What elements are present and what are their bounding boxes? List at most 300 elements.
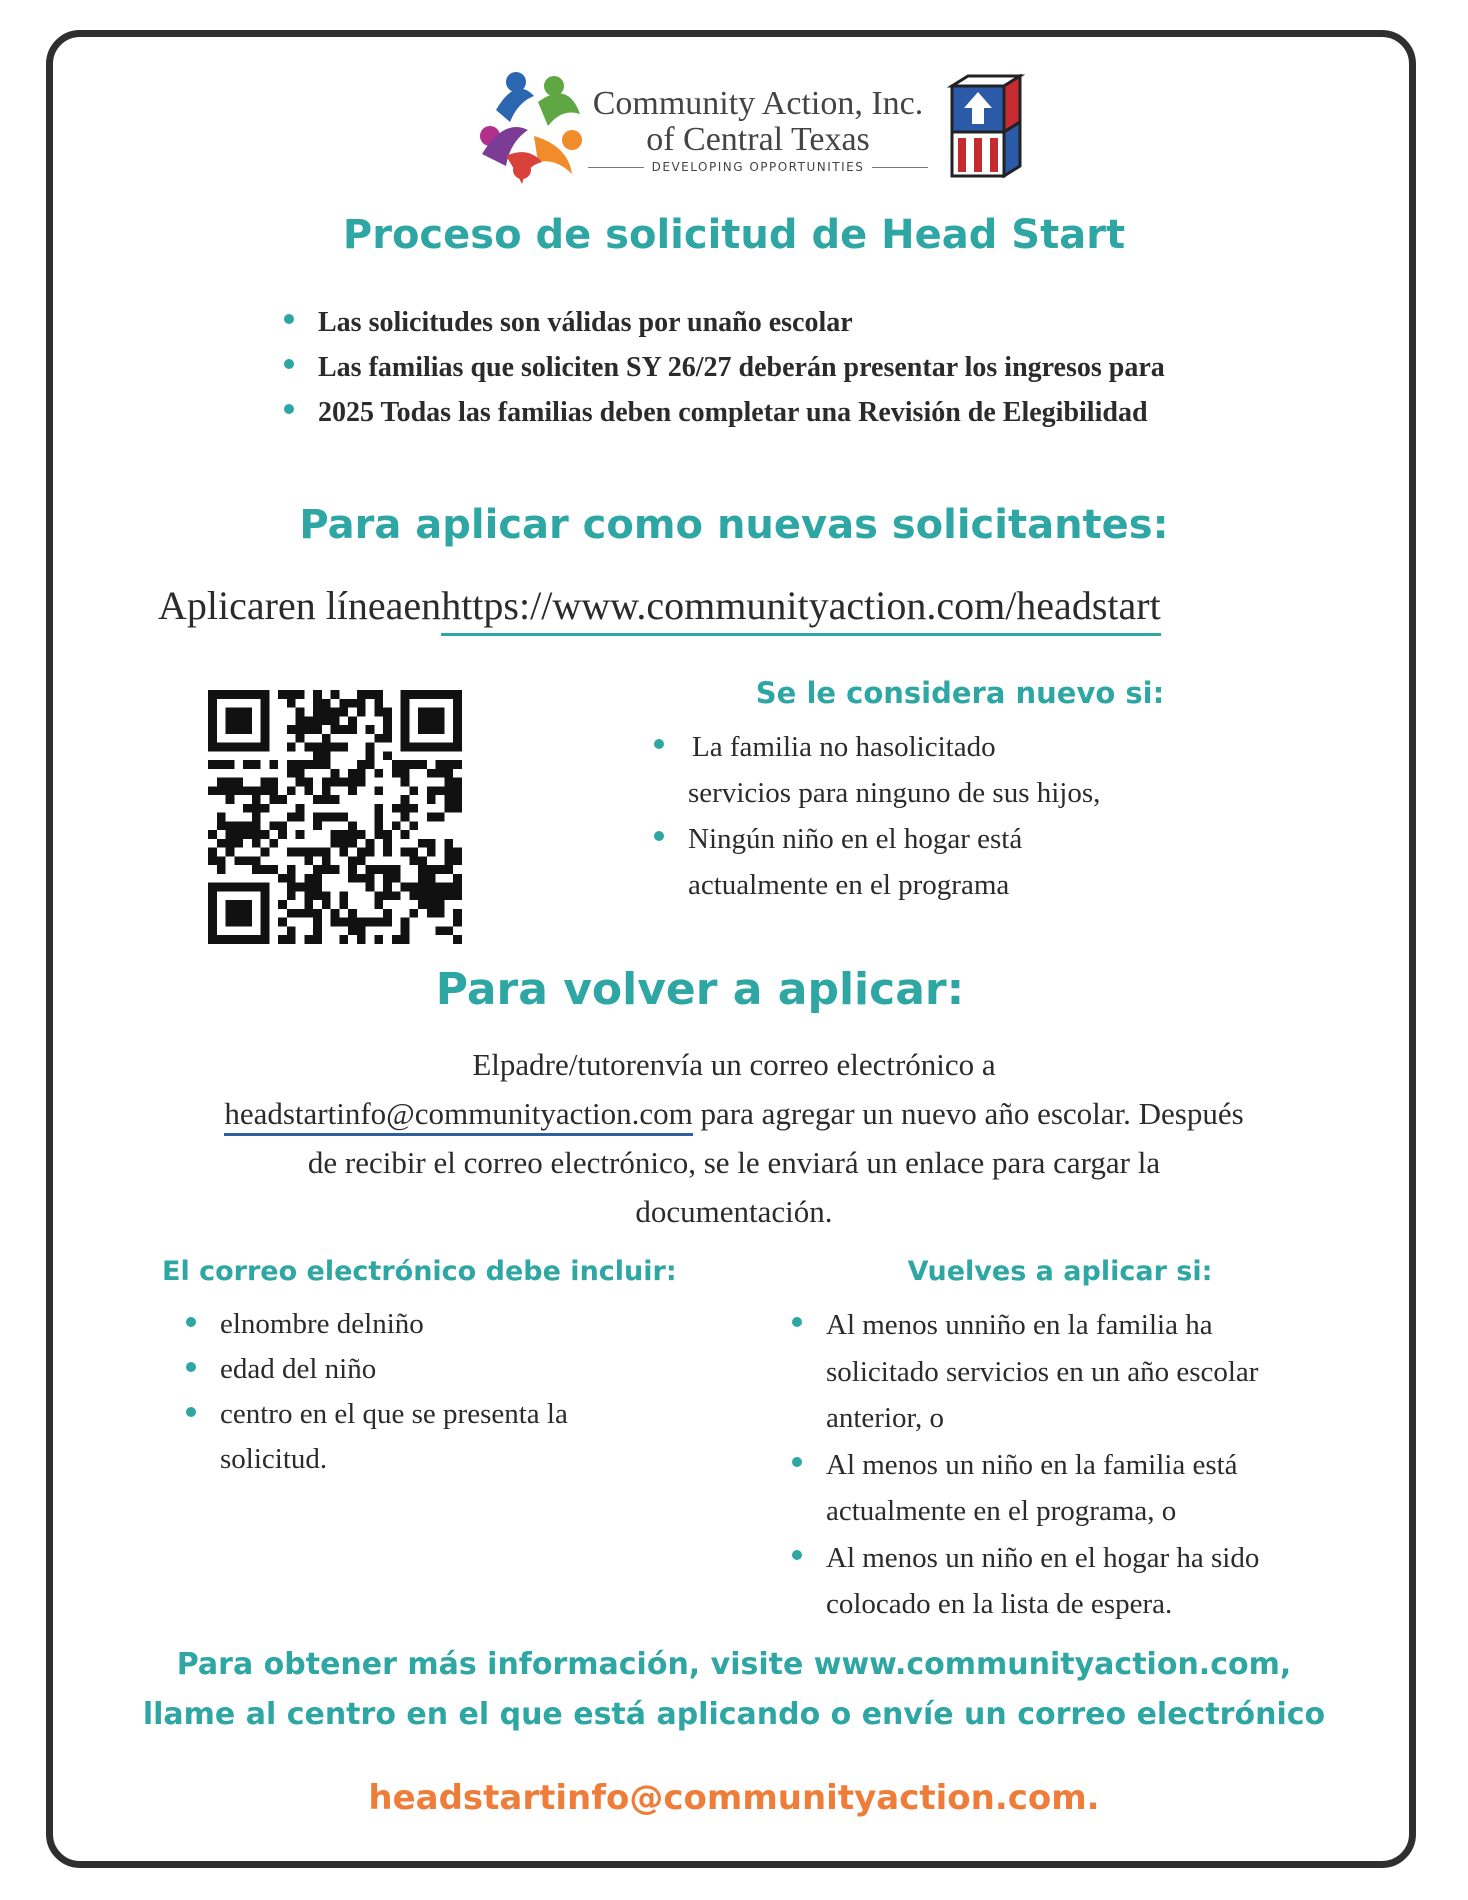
qr-module [287, 743, 296, 752]
qr-module [436, 900, 445, 909]
reapply-line2: headstartinfo@communityaction.com para agregar un nuevo año escolar. Después [100, 1089, 1368, 1138]
qr-module [383, 716, 392, 725]
qr-module [226, 830, 235, 839]
qr-module [304, 883, 313, 892]
qr-module [261, 909, 270, 918]
logo-line2: of Central Texas [646, 120, 870, 158]
qr-module [313, 909, 322, 918]
qr-module [287, 760, 296, 769]
qr-module [331, 690, 340, 699]
qr-module [296, 778, 305, 787]
qr-module [409, 909, 418, 918]
apply-url-link[interactable]: https://www.communityaction.com/headstart [441, 582, 1161, 636]
qr-module [296, 804, 305, 813]
qr-module [331, 743, 340, 752]
qr-module [234, 918, 243, 927]
qr-module [357, 918, 366, 927]
qr-module [444, 690, 453, 699]
qr-module [208, 699, 217, 708]
reapply-if-bullet: Al menos unniño en la familia ha solicitado servicios en un año escolar anterior, o [786, 1302, 1366, 1442]
qr-module [304, 716, 313, 725]
qr-module [252, 804, 261, 813]
qr-module [243, 786, 252, 795]
qr-module [278, 874, 287, 883]
qr-module [339, 918, 348, 927]
qr-module [261, 848, 270, 857]
qr-module [374, 813, 383, 822]
qr-module [383, 751, 392, 760]
qr-module [313, 690, 322, 699]
qr-module [453, 874, 462, 883]
qr-module [304, 891, 313, 900]
qr-module [418, 725, 427, 734]
qr-module [418, 839, 427, 848]
qr-module [427, 690, 436, 699]
qr-module [427, 865, 436, 874]
qr-module [234, 935, 243, 944]
qr-module [366, 874, 375, 883]
reapply-heading: Para volver a aplicar: [435, 964, 965, 1015]
qr-module [313, 699, 322, 708]
qr-module [374, 865, 383, 874]
qr-module [366, 725, 375, 734]
qr-module [418, 865, 427, 874]
qr-module [348, 865, 357, 874]
email-include-bullet: edad del niño [180, 1347, 700, 1392]
qr-module [436, 891, 445, 900]
qr-module [383, 839, 392, 848]
qr-module [383, 909, 392, 918]
qr-module [261, 690, 270, 699]
qr-module [234, 883, 243, 892]
email-include-bullets [180, 1302, 700, 1482]
qr-module [261, 865, 270, 874]
qr-module [392, 865, 401, 874]
logo-tagline: DEVELOPING OPPORTUNITIES [651, 160, 865, 175]
qr-module [234, 900, 243, 909]
qr-module [208, 725, 217, 734]
qr-module [453, 918, 462, 927]
qr-module [243, 708, 252, 717]
intro-bullet: 2025 Todas las familias deben completar una Revisión de Elegibilidad [278, 390, 1378, 435]
qr-module [339, 830, 348, 839]
email-include-bullet: elnombre delniño [180, 1302, 700, 1347]
qr-module [444, 769, 453, 778]
qr-module [226, 821, 235, 830]
qr-module [252, 865, 261, 874]
qr-module [226, 786, 235, 795]
qr-module [348, 830, 357, 839]
qr-module [383, 734, 392, 743]
qr-module [313, 708, 322, 717]
qr-module [401, 830, 410, 839]
qr-module [313, 865, 322, 874]
qr-module [436, 708, 445, 717]
qr-module [243, 856, 252, 865]
qr-module [261, 900, 270, 909]
qr-module [453, 760, 462, 769]
qr-module [322, 734, 331, 743]
reapply-if-bullet: Al menos un niño en el hogar ha sido colocado en la lista de espera. [786, 1535, 1366, 1628]
footer-info [60, 1640, 1408, 1740]
qr-module [427, 786, 436, 795]
qr-module [304, 874, 313, 883]
qr-module [313, 725, 322, 734]
qr-module [383, 874, 392, 883]
qr-module [313, 918, 322, 927]
qr-module [444, 804, 453, 813]
qr-module [313, 874, 322, 883]
qr-module [252, 839, 261, 848]
qr-module [436, 725, 445, 734]
qr-module [243, 883, 252, 892]
footer-line1: Para obtener más información, visite www.communityaction.com, [176, 1647, 1292, 1682]
qr-module [252, 813, 261, 822]
footer-line2: llame al centro en el que está aplicando o envíe un correo electrónico [142, 1697, 1326, 1732]
qr-module [296, 769, 305, 778]
qr-module [339, 839, 348, 848]
qr-module [234, 725, 243, 734]
qr-module [296, 813, 305, 822]
qr-module [296, 848, 305, 857]
considered-bullet: La familia no hasolicitado servicios para ninguno de sus hijos, [648, 724, 1208, 816]
qr-module [348, 778, 357, 787]
page-title: Proceso de solicitud de Head Start [342, 212, 1126, 258]
qr-module [339, 891, 348, 900]
qr-module [401, 883, 410, 892]
qr-module [427, 900, 436, 909]
qr-module [418, 708, 427, 717]
qr-module [278, 935, 287, 944]
qr-module [366, 743, 375, 752]
qr-module [444, 856, 453, 865]
qr-module [234, 839, 243, 848]
qr-module [444, 760, 453, 769]
qr-module [252, 795, 261, 804]
qr-module [331, 830, 340, 839]
qr-module [357, 769, 366, 778]
qr-module [296, 909, 305, 918]
qr-module [374, 690, 383, 699]
qr-module [453, 848, 462, 857]
qr-module [401, 804, 410, 813]
qr-module [331, 778, 340, 787]
qr-module [427, 883, 436, 892]
qr-module [348, 856, 357, 865]
qr-module [252, 883, 261, 892]
qr-module [313, 716, 322, 725]
qr-module [208, 883, 217, 892]
qr-module [348, 918, 357, 927]
qr-module [331, 795, 340, 804]
qr-module [436, 883, 445, 892]
qr-module [261, 891, 270, 900]
qr-module [453, 804, 462, 813]
qr-module [357, 874, 366, 883]
qr-module [444, 786, 453, 795]
qr-module [322, 856, 331, 865]
qr-module [296, 760, 305, 769]
qr-module [357, 690, 366, 699]
qr-module [453, 935, 462, 944]
reapply-line3: de recibir el correo electrónico, se le enviará un enlace para cargar la [307, 1145, 1161, 1180]
qr-module [436, 690, 445, 699]
qr-module [427, 743, 436, 752]
qr-module [208, 830, 217, 839]
qr-module [217, 839, 226, 848]
qr-module [392, 935, 401, 944]
qr-module [401, 725, 410, 734]
qr-module [243, 900, 252, 909]
qr-module [313, 760, 322, 769]
qr-module [322, 795, 331, 804]
qr-module [304, 725, 313, 734]
qr-module [208, 926, 217, 935]
qr-module [331, 909, 340, 918]
qr-module [357, 926, 366, 935]
qr-module [374, 830, 383, 839]
qr-module [287, 725, 296, 734]
qr-module [208, 786, 217, 795]
qr-module [252, 935, 261, 944]
qr-module [269, 821, 278, 830]
qr-module [217, 786, 226, 795]
head-start-blocks-logo [936, 74, 1028, 178]
qr-module [436, 926, 445, 935]
logo-line1: Community Action, Inc. [592, 85, 924, 122]
qr-module [234, 690, 243, 699]
qr-module [322, 865, 331, 874]
qr-module [261, 786, 270, 795]
qr-module [357, 935, 366, 944]
qr-module [243, 725, 252, 734]
qr-module [226, 918, 235, 927]
qr-module [453, 743, 462, 752]
qr-module [427, 813, 436, 822]
qr-module [226, 900, 235, 909]
qr-module [348, 769, 357, 778]
qr-module [453, 909, 462, 918]
qr-module [374, 918, 383, 927]
qr-module [401, 708, 410, 717]
qr-module [208, 856, 217, 865]
email-include-bullet: centro en el que se presenta la solicitud. [180, 1392, 700, 1482]
qr-module [243, 918, 252, 927]
qr-module [401, 734, 410, 743]
qr-module [217, 935, 226, 944]
qr-module [287, 874, 296, 883]
qr-code-icon[interactable] [208, 690, 462, 944]
qr-module [226, 839, 235, 848]
intro-bullet: Las familias que soliciten SY 26/27 deberán presentar los ingresos para [278, 345, 1378, 390]
qr-module [383, 865, 392, 874]
qr-module [226, 909, 235, 918]
qr-module [296, 830, 305, 839]
qr-module [357, 830, 366, 839]
qr-module [287, 690, 296, 699]
qr-module [261, 918, 270, 927]
qr-module [392, 769, 401, 778]
qr-module [357, 699, 366, 708]
qr-module [243, 935, 252, 944]
qr-module [226, 690, 235, 699]
qr-module [339, 778, 348, 787]
qr-module [261, 734, 270, 743]
qr-module [418, 874, 427, 883]
qr-module [208, 760, 217, 769]
qr-module [383, 830, 392, 839]
reapply-if-heading: Vuelves a aplicar si: [907, 1256, 1213, 1287]
qr-module [208, 743, 217, 752]
qr-module [401, 926, 410, 935]
qr-module [252, 821, 261, 830]
qr-module [252, 743, 261, 752]
qr-module [357, 856, 366, 865]
qr-module [444, 926, 453, 935]
qr-module [304, 743, 313, 752]
qr-module [366, 690, 375, 699]
qr-module [217, 778, 226, 787]
qr-module [427, 839, 436, 848]
apply-online-line [158, 582, 1161, 636]
qr-module [348, 909, 357, 918]
qr-module [331, 918, 340, 927]
qr-module [339, 699, 348, 708]
qr-module [208, 734, 217, 743]
qr-module [226, 725, 235, 734]
qr-module [322, 778, 331, 787]
qr-module [401, 699, 410, 708]
qr-module [348, 786, 357, 795]
qr-module [418, 760, 427, 769]
reapply-email-link[interactable]: headstartinfo@communityaction.com [224, 1096, 692, 1136]
qr-module [313, 848, 322, 857]
qr-module [339, 935, 348, 944]
qr-module [348, 725, 357, 734]
qr-module [234, 856, 243, 865]
qr-module [243, 830, 252, 839]
qr-module [453, 708, 462, 717]
qr-module [331, 716, 340, 725]
qr-module [374, 821, 383, 830]
qr-module [392, 891, 401, 900]
qr-module [453, 725, 462, 734]
qr-module [296, 708, 305, 717]
qr-module [348, 926, 357, 935]
qr-module [252, 830, 261, 839]
qr-module [348, 716, 357, 725]
qr-module [322, 743, 331, 752]
qr-module [304, 786, 313, 795]
qr-module [444, 743, 453, 752]
qr-module [436, 716, 445, 725]
qr-module [278, 821, 287, 830]
qr-module [243, 909, 252, 918]
qr-module [261, 725, 270, 734]
qr-module [374, 699, 383, 708]
qr-module [453, 856, 462, 865]
qr-module [313, 935, 322, 944]
qr-module [243, 743, 252, 752]
qr-module [401, 778, 410, 787]
qr-module [313, 795, 322, 804]
reapply-paragraph [100, 1040, 1368, 1236]
qr-module [296, 734, 305, 743]
qr-module [226, 708, 235, 717]
considered-new-bullets [648, 724, 1208, 908]
qr-module [208, 891, 217, 900]
qr-module [322, 751, 331, 760]
qr-module [234, 716, 243, 725]
considered-bullet: Ningún niño en el hogar está actualmente en el programa [648, 816, 1208, 908]
qr-module [401, 935, 410, 944]
qr-module [348, 821, 357, 830]
qr-module [453, 795, 462, 804]
qr-module [217, 821, 226, 830]
qr-module [261, 830, 270, 839]
qr-module [269, 760, 278, 769]
qr-module [226, 883, 235, 892]
qr-module [269, 839, 278, 848]
qr-module [208, 690, 217, 699]
qr-module [234, 786, 243, 795]
qr-module [304, 778, 313, 787]
apply-prefix: Aplicaren líneaen [158, 583, 442, 628]
qr-module [331, 725, 340, 734]
qr-module [304, 900, 313, 909]
qr-module [217, 760, 226, 769]
qr-module [366, 848, 375, 857]
qr-module [278, 900, 287, 909]
qr-module [348, 699, 357, 708]
qr-module [444, 883, 453, 892]
considered-new-heading: Se le considera nuevo si: [755, 676, 1165, 710]
qr-module [418, 743, 427, 752]
qr-module [383, 891, 392, 900]
qr-module [261, 883, 270, 892]
qr-module [252, 690, 261, 699]
footer-email-link[interactable]: headstartinfo@communityaction.com. [368, 1778, 1100, 1818]
qr-module [409, 848, 418, 857]
logo-text [588, 86, 928, 174]
qr-module [392, 760, 401, 769]
qr-module [339, 725, 348, 734]
qr-module [427, 795, 436, 804]
qr-module [261, 708, 270, 717]
qr-module [427, 891, 436, 900]
qr-module [234, 909, 243, 918]
qr-module [226, 848, 235, 857]
qr-module [401, 795, 410, 804]
qr-module [208, 918, 217, 927]
qr-module [409, 883, 418, 892]
qr-module [427, 769, 436, 778]
qr-module [269, 795, 278, 804]
qr-module [331, 865, 340, 874]
qr-module [331, 839, 340, 848]
reapply-if-bullet: Al menos un niño en la familia está actualmente en el programa, o [786, 1442, 1366, 1535]
qr-module [322, 891, 331, 900]
qr-module [304, 856, 313, 865]
qr-module [287, 813, 296, 822]
qr-module [331, 813, 340, 822]
qr-module [243, 821, 252, 830]
reapply-line4: documentación. [635, 1194, 833, 1229]
qr-module [374, 769, 383, 778]
qr-module [278, 690, 287, 699]
qr-module [366, 883, 375, 892]
qr-module [208, 900, 217, 909]
